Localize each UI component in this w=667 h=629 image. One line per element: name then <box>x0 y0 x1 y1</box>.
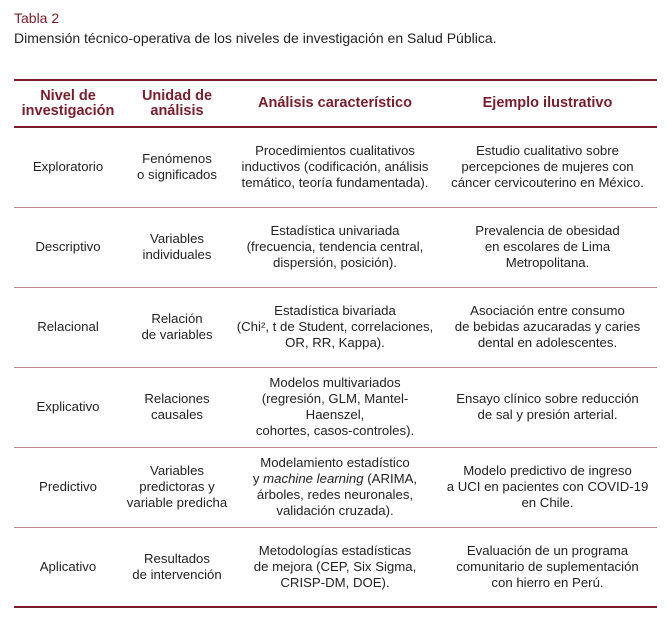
cell-nivel: Descriptivo <box>14 207 122 287</box>
header-analisis: Análisis característico <box>232 80 438 127</box>
cell-unidad: Variables predictoras y variable predicha <box>122 447 232 527</box>
cell-analisis: Procedimientos cualitativos inductivos (codificación, análisis temático, teoría fundamentada). <box>232 127 438 207</box>
cell-ejemplo: Estudio cualitativo sobre percepciones de mujeres con cáncer cervicouterino en México. <box>438 127 657 207</box>
analisis-italic-term: machine learning <box>263 471 364 486</box>
research-levels-table <box>14 79 657 608</box>
cell-analisis: Modelos multivariados (regresión, GLM, Mantel-Haenszel, cohortes, casos-controles). <box>232 367 438 447</box>
cell-unidad: Relaciones causales <box>122 367 232 447</box>
header-unidad: Unidad de análisis <box>122 80 232 127</box>
cell-ejemplo: Ensayo clínico sobre reducción de sal y presión arterial. <box>438 367 657 447</box>
cell-nivel: Aplicativo <box>14 527 122 607</box>
table-row <box>14 127 657 207</box>
table-row <box>14 527 657 607</box>
cell-nivel: Predictivo <box>14 447 122 527</box>
table-row <box>14 207 657 287</box>
cell-ejemplo: Evaluación de un programa comunitario de suplementación con hierro en Perú. <box>438 527 657 607</box>
cell-nivel: Explicativo <box>14 367 122 447</box>
table-header-row <box>14 80 657 127</box>
cell-unidad: Fenómenos o significados <box>122 127 232 207</box>
cell-unidad: Resultados de intervención <box>122 527 232 607</box>
cell-analisis: Metodologías estadísticas de mejora (CEP, Six Sigma, CRISP-DM, DOE). <box>232 527 438 607</box>
cell-ejemplo: Modelo predictivo de ingreso a UCI en pacientes con COVID-19 en Chile. <box>438 447 657 527</box>
cell-analisis: Estadística univariada (frecuencia, tendencia central, dispersión, posición). <box>232 207 438 287</box>
table-caption-title: Dimensión técnico-operativa de los niveles de investigación en Salud Pública. <box>14 30 497 46</box>
cell-unidad: Variables individuales <box>122 207 232 287</box>
table-caption-label: Tabla 2 <box>14 10 60 26</box>
header-nivel: Nivel de investigación <box>14 80 122 127</box>
cell-analisis: Estadística bivariada (Chi², t de Student, correlaciones, OR, RR, Kappa). <box>232 287 438 367</box>
cell-nivel: Exploratorio <box>14 127 122 207</box>
cell-unidad: Relación de variables <box>122 287 232 367</box>
table-row <box>14 287 657 367</box>
table-row <box>14 367 657 447</box>
cell-ejemplo: Prevalencia de obesidad en escolares de Lima Metropolitana. <box>438 207 657 287</box>
analisis-line1: Modelamiento estadístico <box>260 455 410 470</box>
cell-nivel: Relacional <box>14 287 122 367</box>
cell-ejemplo: Asociación entre consumo de bebidas azucaradas y caries dental en adolescentes. <box>438 287 657 367</box>
analisis-post: (ARIMA, árboles, redes neuronales, validación cruzada). <box>256 471 418 518</box>
table-row <box>14 447 657 527</box>
cell-analisis <box>232 447 438 527</box>
header-ejemplo: Ejemplo ilustrativo <box>438 80 657 127</box>
analisis-pre: y <box>252 471 264 486</box>
